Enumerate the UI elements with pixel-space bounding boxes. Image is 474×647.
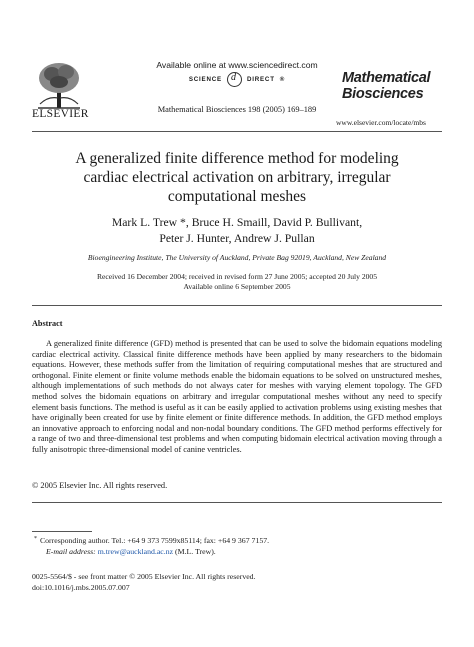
doi-line[interactable]: doi:10.1016/j.mbs.2005.07.007 [32, 582, 130, 592]
header-divider [32, 131, 442, 132]
journal-reference: Mathematical Biosciences 198 (2005) 169–189 [157, 105, 317, 114]
email-footnote [46, 547, 216, 556]
affiliation: Bioengineering Institute, The University of Auckland, Private Bag 92019, Auckland, New Zealand [87, 253, 387, 262]
journal-title [342, 70, 430, 102]
title-divider [32, 305, 442, 306]
article-title-line-1: A generalized finite difference method for modeling [75, 150, 399, 167]
sciencedirect-trademark: ® [279, 75, 286, 83]
available-date: Available online 6 September 2005 [183, 282, 291, 291]
abstract-body [32, 339, 442, 456]
publisher-name: ELSEVIER [32, 108, 89, 120]
sciencedirect-left-text: SCIENCE [188, 75, 222, 83]
email-link[interactable]: m.trew@auckland.ac.nz [97, 547, 174, 556]
authors-line-2: Peter J. Hunter, Andrew J. Pullan [159, 232, 315, 245]
article-title-line-3: computational meshes [167, 188, 307, 205]
corresponding-author-footnote [34, 536, 269, 545]
article-title [0, 149, 474, 206]
article-title-line-2: cardiac electrical activation on arbitrary, irregular [83, 169, 391, 186]
footnote-marker: * [34, 536, 37, 542]
abstract-copyright: © 2005 Elsevier Inc. All rights reserved. [32, 481, 168, 490]
journal-title-line-2: Biosciences [342, 86, 424, 102]
front-matter [32, 572, 256, 593]
received-dates: Received 16 December 2004; received in revised form 27 June 2005; accepted 20 July 2005 [96, 272, 378, 281]
abstract-divider [32, 502, 442, 503]
front-matter-line: 0025-5564/$ - see front matter © 2005 Elsevier Inc. All rights reserved. [32, 572, 256, 581]
sciencedirect-d-icon [227, 72, 242, 87]
authors-line-1: Mark L. Trew *, Bruce H. Smaill, David P. Bullivant, [111, 216, 363, 229]
available-online-text: Available online at www.sciencedirect.com [156, 60, 318, 70]
abstract-paragraph: A generalized finite difference (GFD) method is presented that can be used to solve the bidomain equations modeling cardiac electrical activity. Classical finite difference methods have been applied by many researchers to the bidomain equations. However, these methods suffer from the limitation of requiring computational meshes that are structured and orthogonal. Finite element or finite volume methods enable the bidomain equations to be solved on unstructured meshes, although implementations of such methods do not always cater for meshes with varying element topology. The GFD method solves the bidomain equations on arbitrary and irregular computational meshes without any need to specify element basis functions. The method is useful as it can be easily applied to activation problems using existing meshes that have originally been created for use by finite element or finite difference methods. In addition, the GFD method employs an innovative approach to enforcing nodal and non-nodal boundary conditions. The GFD method performs effectively for a range of two and three-dimensional test problems and when computing bidomain electrical activation moving through a fully anisotropic three-dimensional model of canine ventricles. [32, 339, 442, 454]
sciencedirect-right-text: DIRECT [246, 75, 275, 83]
article-dates [0, 272, 474, 292]
corresponding-author-text: Corresponding author. Tel.: +64 9 373 7599x85114; fax: +64 9 367 7157. [39, 536, 270, 545]
abstract-heading: Abstract [32, 319, 63, 328]
email-label: E-mail address: [46, 547, 96, 556]
journal-url[interactable]: www.elsevier.com/locate/mbs [336, 118, 426, 127]
footnote-rule [32, 531, 92, 532]
journal-title-line-1: Mathematical [342, 70, 431, 86]
authors [0, 215, 474, 247]
email-suffix: (M.L. Trew). [175, 547, 216, 556]
